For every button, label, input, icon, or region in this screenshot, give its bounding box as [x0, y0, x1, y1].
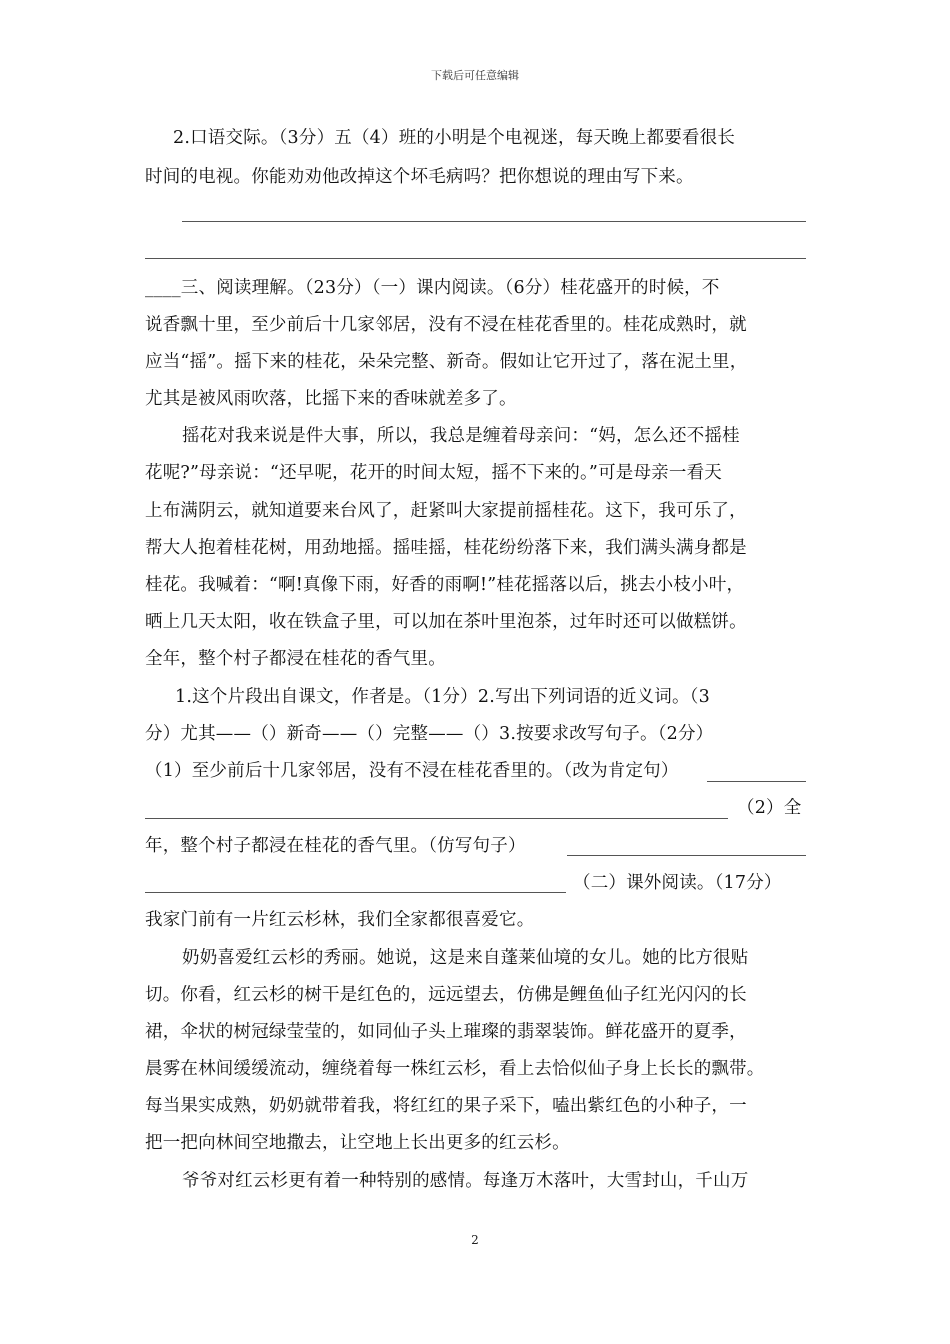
passage-2-para-2-line-4: 晨雾在林间缓缓流动，缠绕着每一株红云杉，看上去恰似仙子身上长长的飘带。	[145, 1059, 765, 1079]
extracurricular-reading-heading: （二）课外阅读。（17分）	[573, 873, 782, 893]
passage-1-para-2-line-2: 花呢?”母亲说：“还早呢，花开的时间太短，摇不下来的。”可是母亲一看天	[145, 463, 722, 483]
rewrite-question-1-text: （1）至少前后十几家邻居，没有不浸在桂花香里的。（改为肯定句）	[145, 761, 679, 781]
rewrite-answer-blank-1[interactable]	[707, 781, 806, 782]
passage-1-line-3: 应当“摇”。摇下来的桂花，朵朵完整、新奇。假如让它开过了，落在泥土里，	[145, 352, 748, 372]
passage-1-line-4: 尤其是被风雨吹落，比摇下来的香味就差多了。	[145, 389, 517, 409]
rewrite-question-2-text: 年，整个村子都浸在桂花的香气里。（仿写句子）	[145, 836, 526, 856]
passage-2-para-2-line-1: 奶奶喜爱红云杉的秀丽。她说，这是来自蓬莱仙境的女儿。她的比方很贴	[182, 948, 749, 968]
question-2-line-2: 时间的电视。你能劝劝他改掉这个坏毛病吗？把你想说的理由写下来。	[145, 167, 694, 187]
page-number: 2	[471, 1233, 479, 1247]
answer-line-2	[145, 258, 806, 259]
passage-1-para-2-line-7: 全年，整个村子都浸在桂花的香气里。	[145, 649, 446, 669]
passage-1-line-2: 说香飘十里，至少前后十几家邻居，没有不浸在桂花香里的。桂花成熟时，就	[145, 315, 747, 335]
rewrite-question-2-label: （2）全	[737, 798, 802, 818]
passage-1-para-2-line-6: 晒上几天太阳，收在铁盒子里，可以加在茶叶里泡茶，过年时还可以做糕饼。	[145, 612, 747, 632]
passage-2-para-2-line-3: 裙，伞状的树冠绿莹莹的，如同仙子头上璀璨的翡翠装饰。鲜花盛开的夏季，	[145, 1022, 747, 1042]
passage-1-para-2-line-1: 摇花对我来说是件大事，所以，我总是缠着母亲问：“妈，怎么还不摇桂	[182, 426, 740, 446]
question-2-line-1: 2.口语交际。（3分）五（4）班的小明是个电视迷，每天晚上都要看很长	[173, 128, 736, 148]
passage-1-para-2-line-4: 帮大人抱着桂花树，用劲地摇。摇哇摇，桂花纷纷落下来，我们满头满身都是	[145, 538, 747, 558]
rewrite-answer-blank-2[interactable]	[567, 855, 806, 856]
rewrite-answer-blank-2b[interactable]	[145, 892, 566, 893]
reading-section-line: ____三、阅读理解。（23分）（一）课内阅读。（6分）桂花盛开的时候，不	[145, 278, 720, 298]
passage-2-para-2-line-5: 每当果实成熟，奶奶就带着我，将红红的果子采下，嗑出紫红色的小种子，一	[145, 1096, 747, 1116]
passage-2-para-2-line-6: 把一把向林间空地撒去，让空地上长出更多的红云杉。	[145, 1133, 570, 1153]
passage-2-para-2-line-2: 切。你看，红云杉的树干是红色的，远远望去，仿佛是鲤鱼仙子红光闪闪的长	[145, 985, 747, 1005]
answer-line-1	[182, 221, 806, 222]
rewrite-question-1	[145, 759, 807, 783]
rewrite-answer-blank-1b[interactable]	[145, 818, 728, 819]
passage-2-line-1: 我家门前有一片红云杉林，我们全家都很喜爱它。	[145, 910, 535, 930]
passage-1-para-2-line-5: 桂花。我喊着：“啊!真像下雨，好香的雨啊!”桂花摇落以后，挑去小枝小叶，	[145, 575, 745, 595]
page-header: 下载后可任意编辑	[431, 69, 519, 82]
question-2-3-line: 分）尤其——（）新奇——（）完整——（）3.按要求改写句子。（2分）	[145, 724, 714, 744]
passage-1-para-2-line-3: 上布满阴云，就知道要来台风了，赶紧叫大家提前摇桂花。这下，我可乐了，	[145, 501, 747, 521]
question-1-2-line: 1.这个片段出自课文，作者是。（1分）2.写出下列词语的近义词。（3	[175, 687, 710, 707]
passage-2-para-3-line-1: 爷爷对红云杉更有着一种特别的感情。每逢万木落叶，大雪封山，千山万	[182, 1171, 749, 1191]
